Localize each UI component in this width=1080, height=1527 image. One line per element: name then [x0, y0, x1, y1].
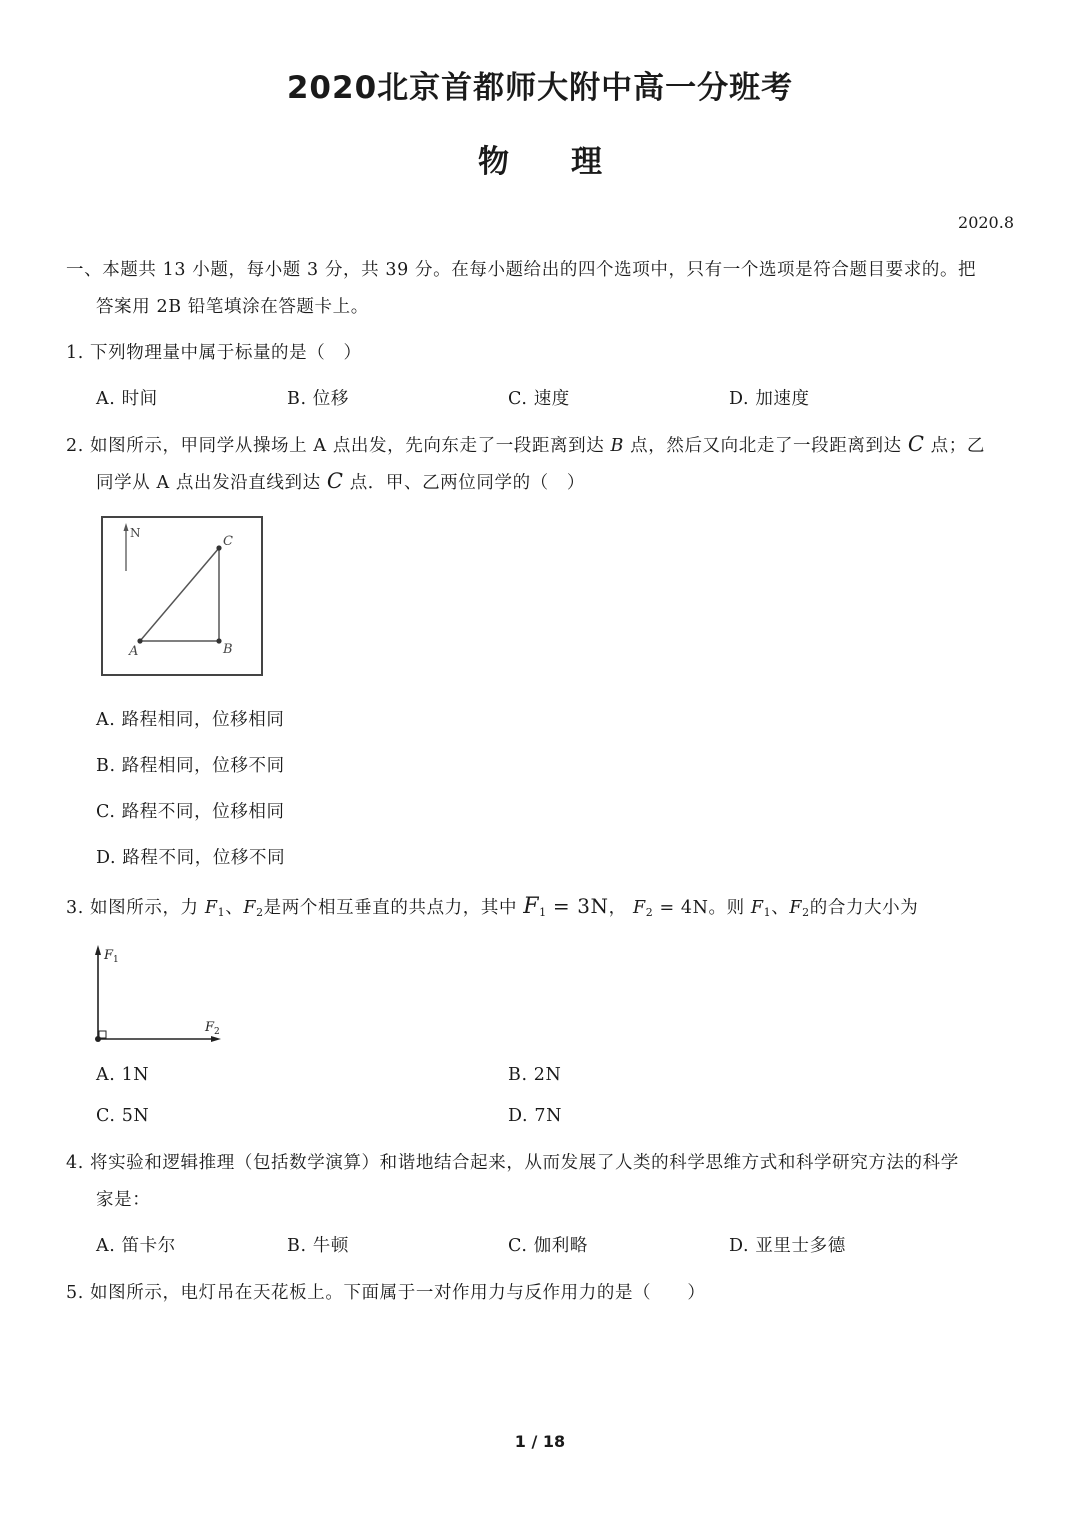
q2-option-a: A. 路程相同，位移相同 [96, 710, 285, 730]
question-2-stem-line2: 同学从 A 点出发沿直线到达 C 点．甲、乙两位同学的（ ） [96, 469, 585, 493]
question-2-stem-line1: 2. 如图所示，甲同学从操场上 A 点出发，先向东走了一段距离到达 B 点，然后又向北走了一段距离到达 C 点；乙 [66, 432, 985, 456]
point-c-symbol-2: C [326, 469, 344, 493]
question-4-stem-line1: 4. 将实验和逻辑推理（包括数学演算）和谐地结合起来，从而发展了人类的科学思维方式和科学研究方法的科学 [66, 1153, 959, 1173]
q1-option-c: C. 速度 [508, 389, 570, 409]
page-title: 2020北京首都师大附中高一分班考 [286, 70, 794, 106]
f2-label: $F_2$ [205, 1020, 220, 1037]
segment-ac [140, 548, 219, 641]
q1-option-b: B. 位移 [287, 389, 349, 409]
point-b-symbol: B [610, 436, 624, 456]
f1-arrowhead-icon [95, 945, 101, 955]
point-b-dot [216, 638, 221, 643]
section-instructions-line1: 一、本题共 13 小题，每小题 3 分，共 39 分。在每小题给出的四个选项中，只有一个选项是符合题目要求的。把 [66, 260, 977, 280]
q4-option-d: D. 亚里士多德 [729, 1236, 846, 1256]
question-5-stem: 5. 如图所示，电灯吊在天花板上。下面属于一对作用力与反作用力的是（ ） [66, 1283, 706, 1303]
q2-figure [100, 515, 264, 677]
point-c-label: C [223, 534, 233, 549]
exam-date: 2020.8 [958, 213, 1014, 232]
point-a-label: A [129, 644, 139, 659]
q3-force-diagram [80, 942, 230, 1048]
q4-option-c: C. 伽利略 [508, 1236, 588, 1256]
section-instructions-line2: 答案用 2B 铅笔填涂在答题卡上。 [96, 297, 369, 317]
question-3-stem: 3. 如图所示，力 $F_1$、$F_2$是两个相互垂直的共点力，其中 $F_1 = 3N$， $F_2 = 4N$。则 $F_1$、$F_2$的合力大小为 [66, 894, 919, 919]
f1-label: $F_1$ [104, 948, 119, 965]
q4-option-a: A. 笛卡尔 [96, 1236, 176, 1256]
q3-option-a: A. 1N [96, 1065, 150, 1085]
q2-option-c: C. 路程不同，位移相同 [96, 802, 285, 822]
q1-option-d: D. 加速度 [729, 389, 810, 409]
point-a-dot [137, 638, 142, 643]
point-c-dot [216, 545, 221, 550]
question-1-stem: 1. 下列物理量中属于标量的是（ ） [66, 343, 362, 363]
q3-option-c: C. 5N [96, 1106, 150, 1126]
point-b-label: B [223, 642, 233, 657]
subject-char-1: 物 [478, 144, 509, 180]
north-label: N [130, 526, 141, 540]
question-4-stem-line2: 家是： [96, 1190, 151, 1210]
q3-option-d: D. 7N [508, 1106, 562, 1126]
point-c-symbol: C [907, 432, 925, 456]
origin-point [95, 1036, 101, 1042]
page-number: 1 / 18 [514, 1432, 566, 1451]
subject-char-2: 理 [571, 144, 602, 180]
q2-option-d: D. 路程不同，位移不同 [96, 848, 286, 868]
north-arrow-icon [124, 523, 129, 531]
q2-option-b: B. 路程相同，位移不同 [96, 756, 285, 776]
q3-option-b: B. 2N [508, 1065, 562, 1085]
subject-title [0, 136, 1080, 181]
f1-value: = 3N [552, 894, 609, 918]
f2-value: = 4N [659, 898, 709, 918]
q1-option-a: A. 时间 [96, 389, 158, 409]
q4-option-b: B. 牛顿 [287, 1236, 349, 1256]
